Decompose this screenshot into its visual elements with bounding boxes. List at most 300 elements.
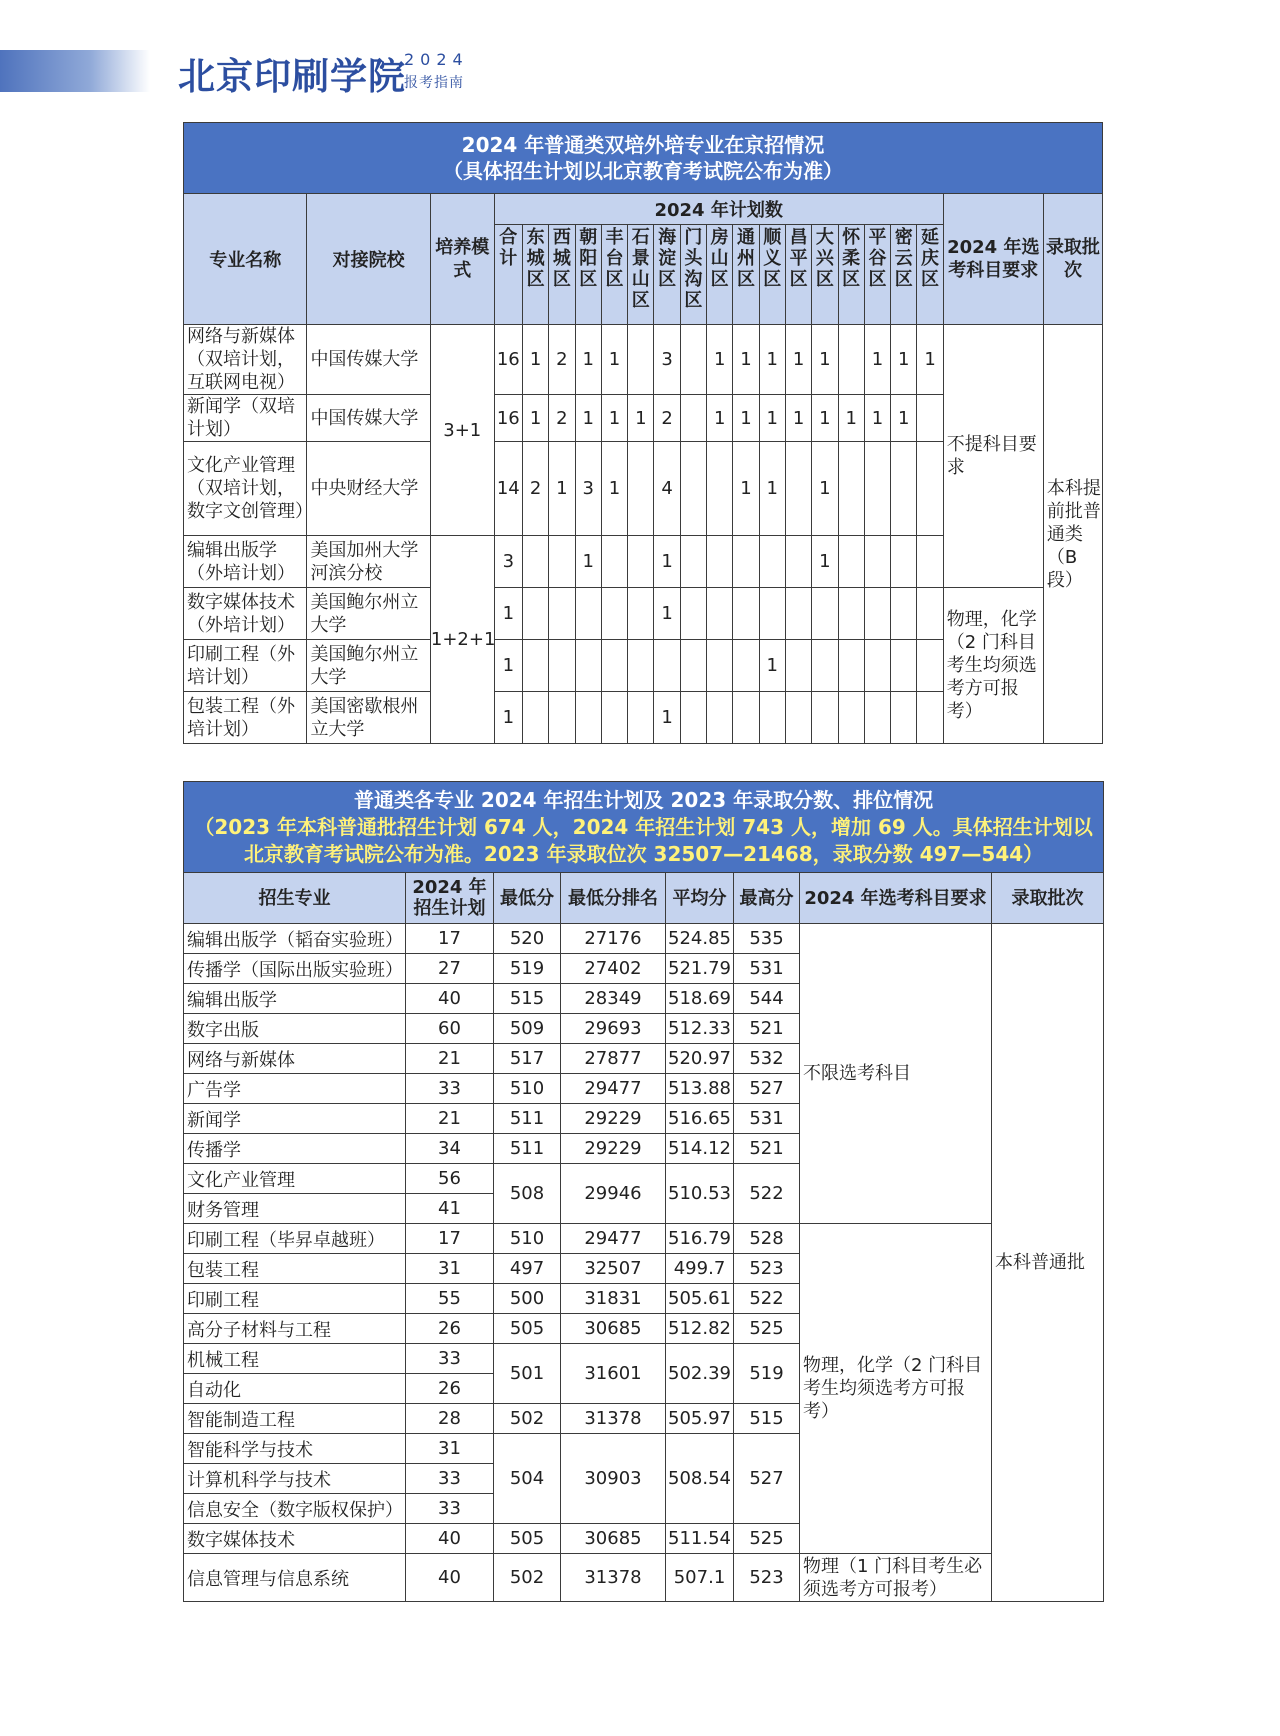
plan-count <box>522 588 548 640</box>
subject-requirement: 不提科目要求 <box>943 325 1043 588</box>
plan-count: 1 <box>759 325 785 395</box>
partner-school: 中国传媒大学 <box>307 395 430 442</box>
plan-count: 1 <box>522 395 548 442</box>
score-max: 532 <box>734 1044 800 1074</box>
plan-count <box>891 442 917 536</box>
major-name: 网络与新媒体 <box>184 1044 406 1074</box>
plan-count <box>785 640 811 692</box>
header-district: 丰台区 <box>601 225 627 325</box>
plan-count: 1 <box>733 442 759 536</box>
score-rank: 31601 <box>561 1344 666 1404</box>
plan-count: 1 <box>838 395 864 442</box>
plan-count <box>680 588 706 640</box>
training-mode: 3+1 <box>430 325 494 536</box>
table1-title: 2024 年普通类双培外培专业在京招情况 <box>461 133 825 157</box>
subject-requirement: 不限选考科目 <box>800 924 992 1224</box>
plan-count <box>628 536 654 588</box>
score-avg: 516.65 <box>666 1104 734 1134</box>
plan-count <box>864 442 890 536</box>
score-max: 528 <box>734 1224 800 1254</box>
header-decor-bar <box>0 50 150 92</box>
score-min: 517 <box>494 1044 561 1074</box>
table-row <box>184 588 1103 640</box>
plan-count: 3 <box>494 536 522 588</box>
plan-count: 1 <box>654 692 680 744</box>
plan-count <box>680 325 706 395</box>
plan-count: 1 <box>759 395 785 442</box>
major-name: 数字出版 <box>184 1014 406 1044</box>
score-min: 509 <box>494 1014 561 1044</box>
score-rank: 29229 <box>561 1104 666 1134</box>
plan-count: 33 <box>406 1074 494 1104</box>
score-avg: 508.54 <box>666 1434 734 1524</box>
header-district: 延庆区 <box>917 225 943 325</box>
plan-count: 33 <box>406 1494 494 1524</box>
major-name: 智能制造工程 <box>184 1404 406 1434</box>
plan-count: 1 <box>759 442 785 536</box>
plan-count <box>785 536 811 588</box>
admission-batch: 本科普通批 <box>992 924 1104 1602</box>
header-district: 昌平区 <box>785 225 811 325</box>
plan-count: 2 <box>522 442 548 536</box>
plan-count: 1 <box>601 442 627 536</box>
score-rank: 31378 <box>561 1554 666 1602</box>
plan-count: 3 <box>654 325 680 395</box>
major-name: 新闻学 <box>184 1104 406 1134</box>
major-name: 新闻学（双培计划） <box>184 395 307 442</box>
table2-note-line2: 北京教育考试院公布为准。2023 年录取位次 32507—21468，录取分数 497—544） <box>243 841 1044 866</box>
plan-count <box>575 640 601 692</box>
partner-school: 美国加州大学河滨分校 <box>307 536 430 588</box>
partner-school: 美国鲍尔州立大学 <box>307 588 430 640</box>
score-max: 531 <box>734 1104 800 1134</box>
score-max: 525 <box>734 1524 800 1554</box>
plan-count <box>864 536 890 588</box>
score-min: 501 <box>494 1344 561 1404</box>
major-name: 编辑出版学（韬奋实验班） <box>184 924 406 954</box>
admission-scores-table <box>183 781 1104 1602</box>
subject-requirement: 物理，化学（2 门科目考生均须选考方可报考） <box>943 588 1043 744</box>
plan-count: 1 <box>628 395 654 442</box>
plan-count: 26 <box>406 1314 494 1344</box>
plan-count: 1 <box>812 442 838 536</box>
major-name: 传播学（国际出版实验班） <box>184 954 406 984</box>
header-district: 石景山区 <box>628 225 654 325</box>
score-max: 522 <box>734 1164 800 1224</box>
header-district: 密云区 <box>891 225 917 325</box>
major-name: 数字媒体技术（外培计划） <box>184 588 307 640</box>
score-max: 521 <box>734 1014 800 1044</box>
plan-count <box>838 692 864 744</box>
score-avg: 505.97 <box>666 1404 734 1434</box>
major-name: 数字媒体技术 <box>184 1524 406 1554</box>
plan-count <box>759 536 785 588</box>
plan-count <box>575 692 601 744</box>
plan-count <box>522 640 548 692</box>
header-district: 东城区 <box>522 225 548 325</box>
plan-count: 60 <box>406 1014 494 1044</box>
plan-count <box>917 640 943 692</box>
table-row <box>184 1224 1104 1254</box>
major-name: 印刷工程 <box>184 1284 406 1314</box>
table2-caption <box>184 782 1104 873</box>
score-avg: 514.12 <box>666 1134 734 1164</box>
plan-count <box>812 640 838 692</box>
plan-count <box>864 640 890 692</box>
plan-count: 1 <box>575 536 601 588</box>
plan-count <box>917 395 943 442</box>
score-min: 511 <box>494 1134 561 1164</box>
plan-count: 1 <box>759 640 785 692</box>
score-min: 510 <box>494 1224 561 1254</box>
plan-count <box>759 588 785 640</box>
score-avg: 518.69 <box>666 984 734 1014</box>
score-rank: 29477 <box>561 1224 666 1254</box>
plan-count <box>891 536 917 588</box>
score-max: 525 <box>734 1314 800 1344</box>
score-max: 527 <box>734 1434 800 1524</box>
plan-count: 33 <box>406 1464 494 1494</box>
score-min: 502 <box>494 1554 561 1602</box>
score-rank: 27877 <box>561 1044 666 1074</box>
plan-count: 31 <box>406 1254 494 1284</box>
plan-count: 41 <box>406 1194 494 1224</box>
plan-count: 1 <box>601 395 627 442</box>
plan-count <box>680 536 706 588</box>
score-rank: 30685 <box>561 1314 666 1344</box>
plan-count: 40 <box>406 984 494 1014</box>
header-plan: 2024 年计划数 <box>494 194 943 225</box>
plan-count <box>838 588 864 640</box>
table-row <box>184 924 1104 954</box>
score-max: 544 <box>734 984 800 1014</box>
plan-count <box>838 325 864 395</box>
plan-count: 1 <box>707 325 733 395</box>
score-max: 519 <box>734 1344 800 1404</box>
brand-subtitle: 报考指南 <box>404 75 464 91</box>
table-row <box>184 325 1103 395</box>
score-min: 505 <box>494 1524 561 1554</box>
plan-count: 1 <box>549 442 575 536</box>
major-name: 文化产业管理（双培计划，数字文创管理） <box>184 442 307 536</box>
table1-subtitle: （具体招生计划以北京教育考试院公布为准） <box>443 159 843 183</box>
plan-count <box>891 588 917 640</box>
plan-count <box>628 692 654 744</box>
score-max: 535 <box>734 924 800 954</box>
header-batch: 录取批次 <box>1043 194 1102 325</box>
score-rank: 28349 <box>561 984 666 1014</box>
plan-count: 1 <box>785 325 811 395</box>
plan-count: 1 <box>733 325 759 395</box>
plan-count: 17 <box>406 1224 494 1254</box>
partner-school: 美国鲍尔州立大学 <box>307 640 430 692</box>
plan-count: 40 <box>406 1554 494 1602</box>
table2-title: 普通类各专业 2024 年招生计划及 2023 年录取分数、排位情况 <box>353 787 934 812</box>
plan-count <box>628 640 654 692</box>
score-rank: 29946 <box>561 1164 666 1224</box>
score-rank: 29477 <box>561 1074 666 1104</box>
score-min: 510 <box>494 1074 561 1104</box>
score-avg: 512.82 <box>666 1314 734 1344</box>
header-partner: 对接院校 <box>307 194 430 325</box>
score-max: 523 <box>734 1554 800 1602</box>
header-plan: 2024 年招生计划 <box>406 873 494 924</box>
plan-count: 28 <box>406 1404 494 1434</box>
header-subject: 2024 年选考科目要求 <box>800 873 992 924</box>
score-min: 520 <box>494 924 561 954</box>
subject-requirement: 物理（1 门科目考生必须选考方可报考） <box>800 1554 992 1602</box>
header-major: 招生专业 <box>184 873 406 924</box>
major-name: 信息安全（数字版权保护） <box>184 1494 406 1524</box>
plan-count: 3 <box>575 442 601 536</box>
plan-count <box>864 692 890 744</box>
header-district: 大兴区 <box>812 225 838 325</box>
plan-count: 14 <box>494 442 522 536</box>
plan-count <box>601 588 627 640</box>
header-major: 专业名称 <box>184 194 307 325</box>
plan-count: 1 <box>812 395 838 442</box>
major-name: 包装工程（外培计划） <box>184 692 307 744</box>
plan-count <box>838 442 864 536</box>
plan-count <box>759 692 785 744</box>
header-district: 合计 <box>494 225 522 325</box>
score-min: 519 <box>494 954 561 984</box>
score-min: 515 <box>494 984 561 1014</box>
plan-count <box>864 588 890 640</box>
score-min: 508 <box>494 1164 561 1224</box>
score-avg: 513.88 <box>666 1074 734 1104</box>
plan-count: 34 <box>406 1134 494 1164</box>
plan-count <box>680 442 706 536</box>
score-rank: 31831 <box>561 1284 666 1314</box>
major-name: 编辑出版学（外培计划） <box>184 536 307 588</box>
score-max: 521 <box>734 1134 800 1164</box>
plan-count <box>917 536 943 588</box>
plan-count <box>707 692 733 744</box>
plan-count: 1 <box>733 395 759 442</box>
major-name: 编辑出版学 <box>184 984 406 1014</box>
score-min: 511 <box>494 1104 561 1134</box>
plan-count <box>628 442 654 536</box>
plan-count <box>785 692 811 744</box>
dual-training-table <box>183 122 1103 744</box>
partner-school: 美国密歇根州立大学 <box>307 692 430 744</box>
plan-count <box>680 395 706 442</box>
admission-batch: 本科提前批普通类（B 段） <box>1043 325 1102 744</box>
score-avg: 511.54 <box>666 1524 734 1554</box>
header-batch: 录取批次 <box>992 873 1104 924</box>
partner-school: 中国传媒大学 <box>307 325 430 395</box>
header-avg-score: 平均分 <box>666 873 734 924</box>
score-avg: 520.97 <box>666 1044 734 1074</box>
plan-count <box>891 640 917 692</box>
major-name: 文化产业管理 <box>184 1164 406 1194</box>
major-name: 广告学 <box>184 1074 406 1104</box>
score-min: 502 <box>494 1404 561 1434</box>
plan-count <box>575 588 601 640</box>
plan-count <box>628 588 654 640</box>
plan-count: 2 <box>549 395 575 442</box>
header-district: 西城区 <box>549 225 575 325</box>
score-avg: 524.85 <box>666 924 734 954</box>
plan-count <box>917 588 943 640</box>
header-min-score: 最低分 <box>494 873 561 924</box>
header-district: 朝阳区 <box>575 225 601 325</box>
partner-school: 中央财经大学 <box>307 442 430 536</box>
score-rank: 27402 <box>561 954 666 984</box>
score-rank: 29693 <box>561 1014 666 1044</box>
score-min: 500 <box>494 1284 561 1314</box>
plan-count <box>522 536 548 588</box>
brand-year: 2024 <box>404 50 469 69</box>
plan-count <box>549 640 575 692</box>
score-avg: 512.33 <box>666 1014 734 1044</box>
major-name: 计算机科学与技术 <box>184 1464 406 1494</box>
brand-logo-text: 北京印刷学院 <box>178 54 406 98</box>
score-avg: 502.39 <box>666 1344 734 1404</box>
plan-count: 21 <box>406 1104 494 1134</box>
plan-count: 2 <box>654 395 680 442</box>
plan-count: 1 <box>522 325 548 395</box>
plan-count: 1 <box>864 325 890 395</box>
major-name: 高分子材料与工程 <box>184 1314 406 1344</box>
plan-count: 1 <box>575 325 601 395</box>
plan-count: 2 <box>549 325 575 395</box>
score-rank: 30685 <box>561 1524 666 1554</box>
score-rank: 31378 <box>561 1404 666 1434</box>
major-name: 信息管理与信息系统 <box>184 1554 406 1602</box>
plan-count <box>601 692 627 744</box>
plan-count <box>707 442 733 536</box>
table1-caption <box>184 123 1103 194</box>
major-name: 印刷工程（毕昇卓越班） <box>184 1224 406 1254</box>
header-district: 平谷区 <box>864 225 890 325</box>
plan-count <box>733 536 759 588</box>
plan-count: 16 <box>494 325 522 395</box>
major-name: 财务管理 <box>184 1194 406 1224</box>
plan-count <box>917 692 943 744</box>
plan-count: 1 <box>812 536 838 588</box>
header-subject: 2024 年选考科目要求 <box>943 194 1043 325</box>
plan-count: 56 <box>406 1164 494 1194</box>
score-max: 515 <box>734 1404 800 1434</box>
plan-count: 27 <box>406 954 494 984</box>
score-rank: 32507 <box>561 1254 666 1284</box>
plan-count: 31 <box>406 1434 494 1464</box>
plan-count: 1 <box>654 536 680 588</box>
score-avg: 507.1 <box>666 1554 734 1602</box>
plan-count <box>917 442 943 536</box>
table2-note-line1: （2023 年本科普通批招生计划 674 人，2024 年招生计划 743 人，增加 69 人。具体招生计划以 <box>194 814 1093 839</box>
score-avg: 510.53 <box>666 1164 734 1224</box>
header-max-score: 最高分 <box>734 873 800 924</box>
plan-count <box>549 588 575 640</box>
header-district: 顺义区 <box>759 225 785 325</box>
plan-count: 1 <box>785 395 811 442</box>
header-district: 通州区 <box>733 225 759 325</box>
plan-count: 40 <box>406 1524 494 1554</box>
header-district: 怀柔区 <box>838 225 864 325</box>
plan-count <box>733 588 759 640</box>
header-min-rank: 最低分排名 <box>561 873 666 924</box>
score-max: 527 <box>734 1074 800 1104</box>
plan-count <box>733 692 759 744</box>
training-mode: 1+2+1 <box>430 536 494 744</box>
plan-count: 1 <box>864 395 890 442</box>
plan-count: 26 <box>406 1374 494 1404</box>
plan-count: 1 <box>891 325 917 395</box>
plan-count: 1 <box>891 395 917 442</box>
plan-count <box>601 640 627 692</box>
plan-count <box>838 640 864 692</box>
major-name: 传播学 <box>184 1134 406 1164</box>
plan-count: 1 <box>494 588 522 640</box>
plan-count <box>733 640 759 692</box>
header-mode: 培养模式 <box>430 194 494 325</box>
plan-count: 1 <box>494 640 522 692</box>
plan-count: 17 <box>406 924 494 954</box>
plan-count <box>549 692 575 744</box>
plan-count: 1 <box>575 395 601 442</box>
plan-count <box>601 536 627 588</box>
plan-count: 4 <box>654 442 680 536</box>
plan-count <box>707 536 733 588</box>
score-rank: 29229 <box>561 1134 666 1164</box>
major-name: 包装工程 <box>184 1254 406 1284</box>
table-row <box>184 1554 1104 1602</box>
plan-count: 1 <box>707 395 733 442</box>
plan-count: 21 <box>406 1044 494 1074</box>
plan-count: 1 <box>654 588 680 640</box>
plan-count <box>707 640 733 692</box>
major-name: 网络与新媒体（双培计划，互联网电视） <box>184 325 307 395</box>
plan-count <box>680 692 706 744</box>
subject-requirement: 物理，化学（2 门科目考生均须选考方可报考） <box>800 1224 992 1554</box>
plan-count <box>680 640 706 692</box>
score-min: 504 <box>494 1434 561 1524</box>
plan-count: 1 <box>494 692 522 744</box>
plan-count: 1 <box>601 325 627 395</box>
header-district: 房山区 <box>707 225 733 325</box>
major-name: 印刷工程（外培计划） <box>184 640 307 692</box>
plan-count: 1 <box>812 325 838 395</box>
score-avg: 505.61 <box>666 1284 734 1314</box>
plan-count <box>628 325 654 395</box>
plan-count <box>785 442 811 536</box>
plan-count: 16 <box>494 395 522 442</box>
major-name: 智能科学与技术 <box>184 1434 406 1464</box>
score-min: 497 <box>494 1254 561 1284</box>
header-district: 海淀区 <box>654 225 680 325</box>
plan-count: 33 <box>406 1344 494 1374</box>
plan-count <box>891 692 917 744</box>
plan-count <box>812 588 838 640</box>
plan-count <box>785 588 811 640</box>
plan-count <box>522 692 548 744</box>
header-district: 门头沟区 <box>680 225 706 325</box>
score-avg: 521.79 <box>666 954 734 984</box>
score-max: 531 <box>734 954 800 984</box>
plan-count <box>812 692 838 744</box>
score-avg: 516.79 <box>666 1224 734 1254</box>
score-rank: 27176 <box>561 924 666 954</box>
plan-count <box>549 536 575 588</box>
major-name: 机械工程 <box>184 1344 406 1374</box>
plan-count <box>707 588 733 640</box>
score-rank: 30903 <box>561 1434 666 1524</box>
plan-count: 55 <box>406 1284 494 1314</box>
plan-count <box>838 536 864 588</box>
